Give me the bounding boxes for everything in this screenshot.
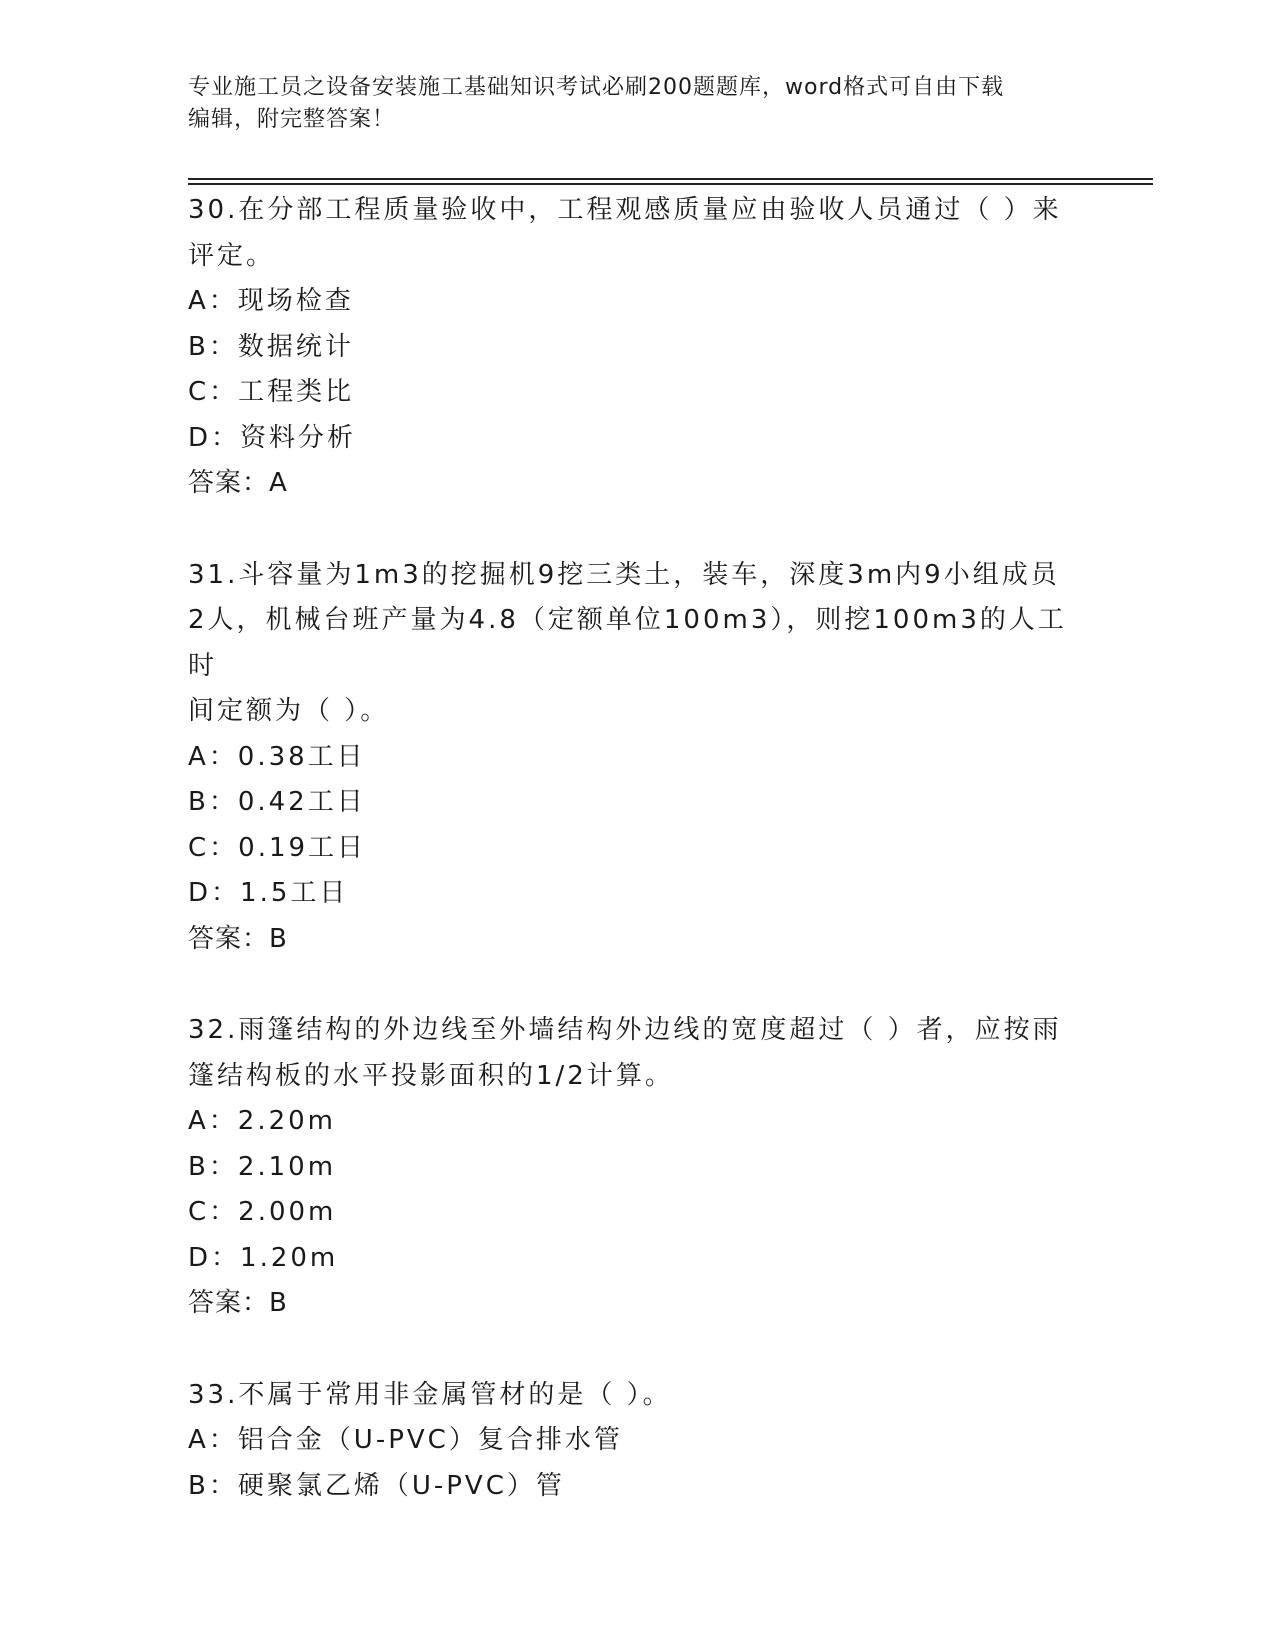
- header-line-1: 专业施工员之设备安装施工基础知识考试必刷200题题库，word格式可自由下载: [188, 75, 1005, 100]
- question-30-option-d: D：资料分析: [188, 422, 357, 453]
- question-spacer: [188, 507, 1088, 553]
- question-31-option-c: C：0.19工日: [188, 832, 367, 863]
- question-31-option-d: D：1.5工日: [188, 878, 349, 908]
- question-31-option-b: B：0.42工日: [188, 787, 366, 817]
- question-31: [188, 553, 1088, 963]
- question-31-option-a: A：0.38工日: [188, 741, 366, 772]
- question-32-stem-line-1: 32.雨篷结构的外边线至外墙结构外边线的宽度超过（ ）者，应按雨: [188, 1015, 1062, 1045]
- question-32-option-b: B：2.10m: [188, 1151, 337, 1182]
- question-32-answer: 答案：B: [188, 1288, 288, 1318]
- question-30-stem-line-1: 30.在分部工程质量验收中，工程观感质量应由验收人员通过（ ）来: [188, 195, 1062, 225]
- question-32: [188, 1008, 1088, 1327]
- question-list: [188, 188, 1088, 1509]
- question-33: [188, 1373, 1088, 1510]
- question-30-option-a: A：现场检查: [188, 286, 354, 316]
- question-31-stem-line-1: 31.斗容量为1m3的挖掘机9挖三类土，装车，深度3m内9小组成员: [188, 559, 1060, 590]
- header-line-2: 编辑，附完整答案！: [188, 107, 396, 132]
- question-30-stem-line-2: 评定。: [188, 240, 276, 271]
- question-31-stem-line-2: 2人，机械台班产量为4.8（定额单位100m3），则挖100m3的人工时: [188, 605, 1067, 681]
- question-32-option-c: C：2.00m: [188, 1197, 337, 1227]
- question-30-option-c: C：工程类比: [188, 377, 355, 407]
- question-30-answer: 答案：A: [188, 468, 288, 498]
- question-spacer: [188, 962, 1088, 1008]
- header-divider-top: [188, 178, 1153, 180]
- question-31-stem-line-3: 间定额为（ ）。: [188, 696, 390, 726]
- question-33-stem-line-1: 33.不属于常用非金属管材的是（ ）。: [188, 1379, 672, 1410]
- question-32-option-a: A：2.20m: [188, 1106, 337, 1136]
- question-33-option-b: B：硬聚氯乙烯（U-PVC）管: [188, 1470, 565, 1501]
- question-31-answer: 答案：B: [188, 923, 288, 954]
- question-33-option-a: A：铝合金（U-PVC）复合排水管: [188, 1425, 623, 1455]
- question-30-option-b: B：数据统计: [188, 331, 354, 362]
- header-divider-bottom: [188, 183, 1153, 185]
- question-32-stem-line-2: 篷结构板的水平投影面积的1/2计算。: [188, 1060, 674, 1091]
- document-header: [188, 72, 1088, 136]
- question-spacer: [188, 1327, 1088, 1373]
- question-32-option-d: D：1.20m: [188, 1242, 339, 1273]
- question-30: [188, 188, 1088, 507]
